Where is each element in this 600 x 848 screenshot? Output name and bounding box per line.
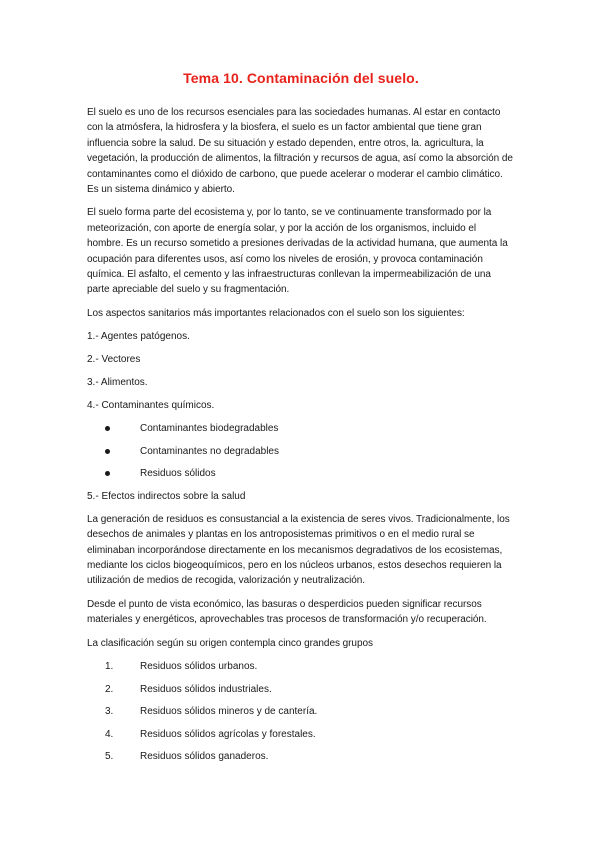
document-content	[87, 70, 515, 772]
aspect-item-pathogens: 1.- Agentes patógenos.	[87, 331, 190, 343]
bullet-item	[105, 466, 515, 481]
group-text: Residuos sólidos urbanos.	[140, 661, 258, 673]
group-item	[105, 727, 515, 742]
group-text: Residuos sólidos mineros y de cantería.	[140, 706, 318, 718]
aspect-item-indirect-effects: 5.- Efectos indirectos sobre la salud	[87, 490, 246, 502]
aspect-item-vectors: 2.- Vectores	[87, 354, 141, 366]
intro-paragraph: El suelo es uno de los recursos esenciales para las sociedades humanas. Al estar en contacto con la atmósfera, la hidrosfera y la biosfera, el suelo es un factor ambiental que tiene gran influencia sobre la salud. De su situación y estado dependen, entre otros, la. agricultura, la vegetación, la producción de alimentos, la filtración y recursos de agua, así como la absorción de contaminantes como el dióxido de carbono, que puede acelerar o moderar el cambio climático. Es un sistema dinámico y abierto.	[87, 107, 513, 196]
waste-group-list	[87, 659, 515, 764]
aspect-item-food: 3.- Alimentos.	[87, 377, 148, 389]
waste-generation-paragraph: La generación de residuos es consustancial a la existencia de seres vivos. Tradicionalmente, los desechos de animales y plantas en los antroposistemas primitivos o en el medio rural se eliminaban incorporándose directamente en los mecanismos degradativos de los ecosistemas, mediante los ciclos biogeoquímicos, pero en los núcleos urbanos, estos desechos requieren la utilización de medios de recogida, valorización y neutralización.	[87, 513, 510, 587]
group-text: Residuos sólidos ganaderos.	[140, 751, 269, 763]
group-text: Residuos sólidos industriales.	[140, 683, 272, 695]
aspect-item-chemicals: 4.- Contaminantes químicos.	[87, 400, 215, 412]
bullet-dot-icon	[105, 426, 110, 431]
group-number: 2.	[105, 683, 114, 695]
aspects-intro-paragraph: Los aspectos sanitarios más importantes relacionados con el suelo son los siguientes:	[87, 307, 465, 319]
group-number: 4.	[105, 728, 114, 740]
bullet-dot-icon	[105, 471, 110, 476]
group-item	[105, 749, 515, 764]
group-number: 5.	[105, 751, 114, 763]
document-title: Tema 10. Contaminación del suelo.	[183, 70, 419, 86]
group-item	[105, 682, 515, 697]
group-number: 3.	[105, 706, 114, 718]
group-text: Residuos sólidos agrícolas y forestales.	[140, 728, 316, 740]
economic-paragraph: Desde el punto de vista económico, las basuras o desperdicios pueden significar recursos materiales y energéticos, aprovechables tras procesos de transformación y/o recuperación.	[87, 598, 487, 626]
group-number: 1.	[105, 661, 114, 673]
bullet-item	[105, 444, 515, 459]
chemical-bullet-list	[87, 421, 515, 481]
classification-intro-paragraph: La clasificación según su origen contempla cinco grandes grupos	[87, 637, 373, 649]
group-item	[105, 659, 515, 674]
bullet-item	[105, 421, 515, 436]
group-item	[105, 704, 515, 719]
bullet-text: Residuos sólidos	[140, 468, 216, 480]
ecosystem-paragraph: El suelo forma parte del ecosistema y, por lo tanto, se ve continuamente transformado por la meteorización, con aporte de energía solar, y por la acción de los organismos, incluido el hombre. Es un recurso sometido a presiones derivadas de la actividad humana, que aumenta la ocupación para diferentes usos, así como los niveles de erosión, y provoca contaminación química. El asfalto, el cemento y las infraestructuras conllevan la impermeabilización de una parte apreciable del suelo y su fragmentación.	[87, 207, 508, 296]
bullet-dot-icon	[105, 449, 110, 454]
bullet-text: Contaminantes no degradables	[140, 445, 279, 457]
bullet-text: Contaminantes biodegradables	[140, 423, 279, 435]
